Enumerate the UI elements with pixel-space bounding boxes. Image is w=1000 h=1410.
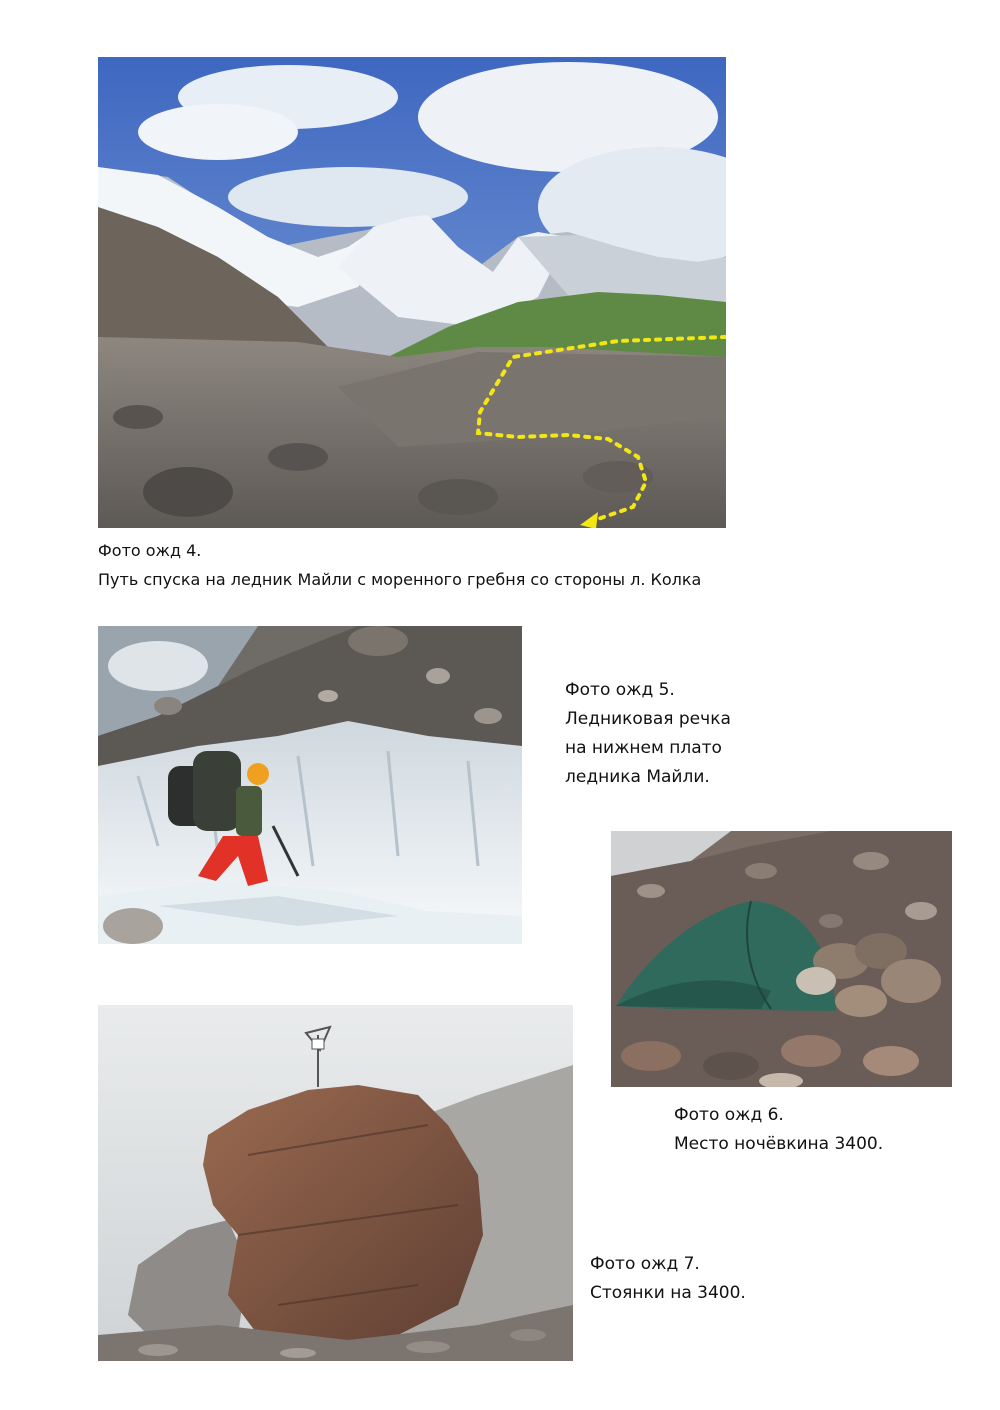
photo-glacial-stream [98,626,522,944]
caption-photo-7 [590,1250,746,1308]
caption-text-line-2: на нижнем плато [565,738,722,758]
caption-title: Фото ожд 7. [590,1254,700,1274]
photo-boulder-in-fog [98,1005,573,1361]
caption-photo-5 [565,676,731,792]
caption-photo-4 [98,536,701,594]
caption-title: Фото ожд 6. [674,1105,784,1125]
caption-photo-6 [674,1101,883,1159]
caption-title: Фото ожд 5. [565,680,675,700]
caption-title: Фото ожд 4. [98,541,202,560]
photo-tent-campsite [611,831,952,1087]
caption-text-line-3: ледника Майли. [565,767,710,787]
caption-text: Путь спуска на ледник Майли с моренного гребня со стороны л. Колка [98,570,702,589]
caption-text-line-1: Ледниковая речка [565,709,731,729]
photo-moraine-descent-route [98,57,726,528]
caption-text: Стоянки на 3400. [590,1283,746,1303]
caption-text: Место ночёвкина 3400. [674,1134,884,1154]
